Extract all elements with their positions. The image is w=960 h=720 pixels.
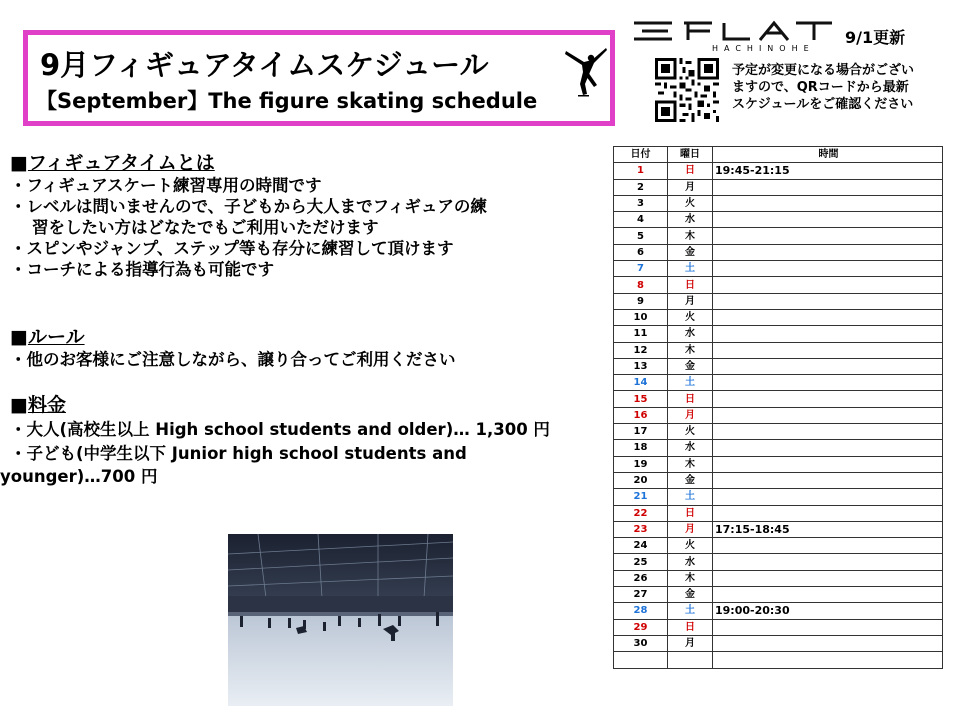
cell-time: 19:00-20:30 [713, 603, 943, 619]
cell-day: 月 [668, 179, 713, 195]
table-row [614, 521, 943, 537]
cell-time [713, 652, 943, 668]
cell-time [713, 228, 943, 244]
cell-date: 28 [614, 603, 668, 619]
schedule-notice [732, 62, 952, 113]
about-line: ・スピンやジャンプ、ステップ等も存分に練習して頂けます [10, 239, 454, 258]
table-row [614, 440, 943, 456]
cell-day: 日 [668, 277, 713, 293]
title-box [23, 30, 615, 126]
table-row [614, 228, 943, 244]
table-row [614, 179, 943, 195]
cell-day: 水 [668, 212, 713, 228]
table-row [614, 489, 943, 505]
cell-time [713, 342, 943, 358]
cell-time [713, 440, 943, 456]
cell-time [713, 179, 943, 195]
cell-time [713, 358, 943, 374]
cell-day: 日 [668, 163, 713, 179]
about-line: 習をしたい方はどなたでもご利用いただけます [32, 218, 379, 237]
cell-time [713, 619, 943, 635]
cell-day: 月 [668, 407, 713, 423]
header-day: 曜日 [668, 147, 713, 163]
about-line: ・フィギュアスケート練習専用の時間です [10, 176, 322, 195]
cell-date: 9 [614, 293, 668, 309]
about-line: ・コーチによる指導行為も可能です [10, 260, 274, 279]
table-row [614, 326, 943, 342]
cell-date: 2 [614, 179, 668, 195]
table-row [614, 195, 943, 211]
cell-day: 金 [668, 472, 713, 488]
table-row [614, 309, 943, 325]
cell-time [713, 472, 943, 488]
header-date: 日付 [614, 147, 668, 163]
table-row [614, 407, 943, 423]
table-row [614, 391, 943, 407]
table-row [614, 424, 943, 440]
cell-date [614, 652, 668, 668]
about-heading-text: フィギュアタイムとは [27, 152, 215, 174]
bullet-mark: ■ [10, 326, 28, 348]
cell-day: 木 [668, 570, 713, 586]
schedule-body [614, 163, 943, 668]
cell-time [713, 195, 943, 211]
cell-day: 月 [668, 635, 713, 651]
header-time: 時間 [713, 147, 943, 163]
cell-date: 30 [614, 635, 668, 651]
table-row [614, 293, 943, 309]
cell-day: 土 [668, 375, 713, 391]
fees-heading-text: 料金 [27, 394, 66, 416]
cell-date: 4 [614, 212, 668, 228]
cell-time [713, 505, 943, 521]
cell-time [713, 244, 943, 260]
cell-time [713, 570, 943, 586]
cell-date: 8 [614, 277, 668, 293]
cell-time [713, 261, 943, 277]
cell-day: 金 [668, 358, 713, 374]
rink-photo [228, 534, 453, 706]
cell-date: 24 [614, 538, 668, 554]
table-row [614, 342, 943, 358]
cell-date: 23 [614, 521, 668, 537]
table-row [614, 358, 943, 374]
cell-date: 26 [614, 570, 668, 586]
figure-skater-icon [564, 45, 608, 97]
cell-date: 19 [614, 456, 668, 472]
cell-time [713, 293, 943, 309]
cell-day: 金 [668, 587, 713, 603]
table-row [614, 587, 943, 603]
rules-line: ・他のお客様にご注意しながら、譲り合ってご利用ください [10, 350, 456, 369]
fees-line: ・大人(高校生以上 High school students and older)… 1,300 円 [10, 420, 550, 439]
cell-day: 月 [668, 293, 713, 309]
page-subtitle: 【September】The figure skating schedule [36, 89, 538, 113]
cell-time [713, 489, 943, 505]
cell-date: 10 [614, 309, 668, 325]
table-row [614, 570, 943, 586]
cell-time [713, 407, 943, 423]
cell-date: 3 [614, 195, 668, 211]
cell-date: 22 [614, 505, 668, 521]
table-row [614, 244, 943, 260]
bullet-mark: ■ [10, 394, 28, 416]
bullet-mark: ■ [10, 152, 28, 174]
notice-line: 予定が変更になる場合がござい [732, 63, 915, 78]
about-heading [10, 148, 610, 175]
cell-day: 土 [668, 489, 713, 505]
cell-time [713, 391, 943, 407]
cell-date: 18 [614, 440, 668, 456]
table-row [614, 472, 943, 488]
cell-time: 17:15-18:45 [713, 521, 943, 537]
table-row [614, 554, 943, 570]
cell-date: 17 [614, 424, 668, 440]
notice-line: スケジュールをご確認ください [732, 97, 914, 112]
table-row [614, 456, 943, 472]
cell-day: 火 [668, 538, 713, 554]
cell-time [713, 375, 943, 391]
cell-time [713, 326, 943, 342]
cell-day: 水 [668, 326, 713, 342]
cell-time [713, 424, 943, 440]
cell-date: 1 [614, 163, 668, 179]
rules-heading [10, 322, 610, 349]
cell-date: 6 [614, 244, 668, 260]
table-row [614, 163, 943, 179]
cell-day: 日 [668, 619, 713, 635]
cell-date: 27 [614, 587, 668, 603]
table-row [614, 652, 943, 668]
fees-line: younger)…700 円 [0, 467, 158, 486]
update-label: 9/1更新 [845, 28, 906, 47]
about-line: ・レベルは問いませんので、子どもから大人までフィギュアの練 [10, 197, 487, 216]
schedule-table [613, 146, 943, 669]
table-row [614, 603, 943, 619]
cell-date: 21 [614, 489, 668, 505]
cell-date: 16 [614, 407, 668, 423]
cell-date: 5 [614, 228, 668, 244]
cell-day [668, 652, 713, 668]
table-row [614, 505, 943, 521]
cell-date: 25 [614, 554, 668, 570]
cell-time [713, 554, 943, 570]
cell-day: 水 [668, 440, 713, 456]
fees-line: ・子ども(中学生以下 Junior high school students and [10, 444, 467, 463]
cell-day: 木 [668, 342, 713, 358]
cell-date: 29 [614, 619, 668, 635]
cell-time [713, 635, 943, 651]
page-title: 9月フィギュアタイムスケジュール [40, 48, 489, 82]
cell-date: 7 [614, 261, 668, 277]
table-row [614, 261, 943, 277]
table-row [614, 619, 943, 635]
cell-time [713, 456, 943, 472]
info-panel [0, 148, 610, 488]
table-row [614, 375, 943, 391]
rules-heading-text: ルール [27, 326, 85, 348]
cell-date: 15 [614, 391, 668, 407]
cell-day: 土 [668, 603, 713, 619]
cell-time [713, 587, 943, 603]
cell-date: 11 [614, 326, 668, 342]
cell-date: 13 [614, 358, 668, 374]
cell-time [713, 277, 943, 293]
cell-date: 12 [614, 342, 668, 358]
cell-date: 20 [614, 472, 668, 488]
cell-day: 水 [668, 554, 713, 570]
cell-day: 月 [668, 521, 713, 537]
cell-time [713, 212, 943, 228]
logo-wordmark [632, 20, 836, 42]
cell-date: 14 [614, 375, 668, 391]
cell-time [713, 309, 943, 325]
table-row [614, 212, 943, 228]
cell-day: 木 [668, 228, 713, 244]
cell-time [713, 538, 943, 554]
table-row [614, 635, 943, 651]
cell-day: 金 [668, 244, 713, 260]
table-row [614, 277, 943, 293]
cell-day: 日 [668, 505, 713, 521]
fees-heading [10, 390, 610, 417]
cell-day: 日 [668, 391, 713, 407]
notice-line: ますので、QRコードから最新 [732, 80, 909, 95]
logo-sub-text: HACHINOHE [712, 44, 815, 53]
cell-day: 火 [668, 195, 713, 211]
cell-time: 19:45-21:15 [713, 163, 943, 179]
qr-code-icon[interactable] [655, 58, 719, 122]
table-header-row [614, 147, 943, 163]
flat-logo [632, 20, 836, 54]
cell-day: 土 [668, 261, 713, 277]
table-row [614, 538, 943, 554]
cell-day: 木 [668, 456, 713, 472]
cell-day: 火 [668, 424, 713, 440]
cell-day: 火 [668, 309, 713, 325]
